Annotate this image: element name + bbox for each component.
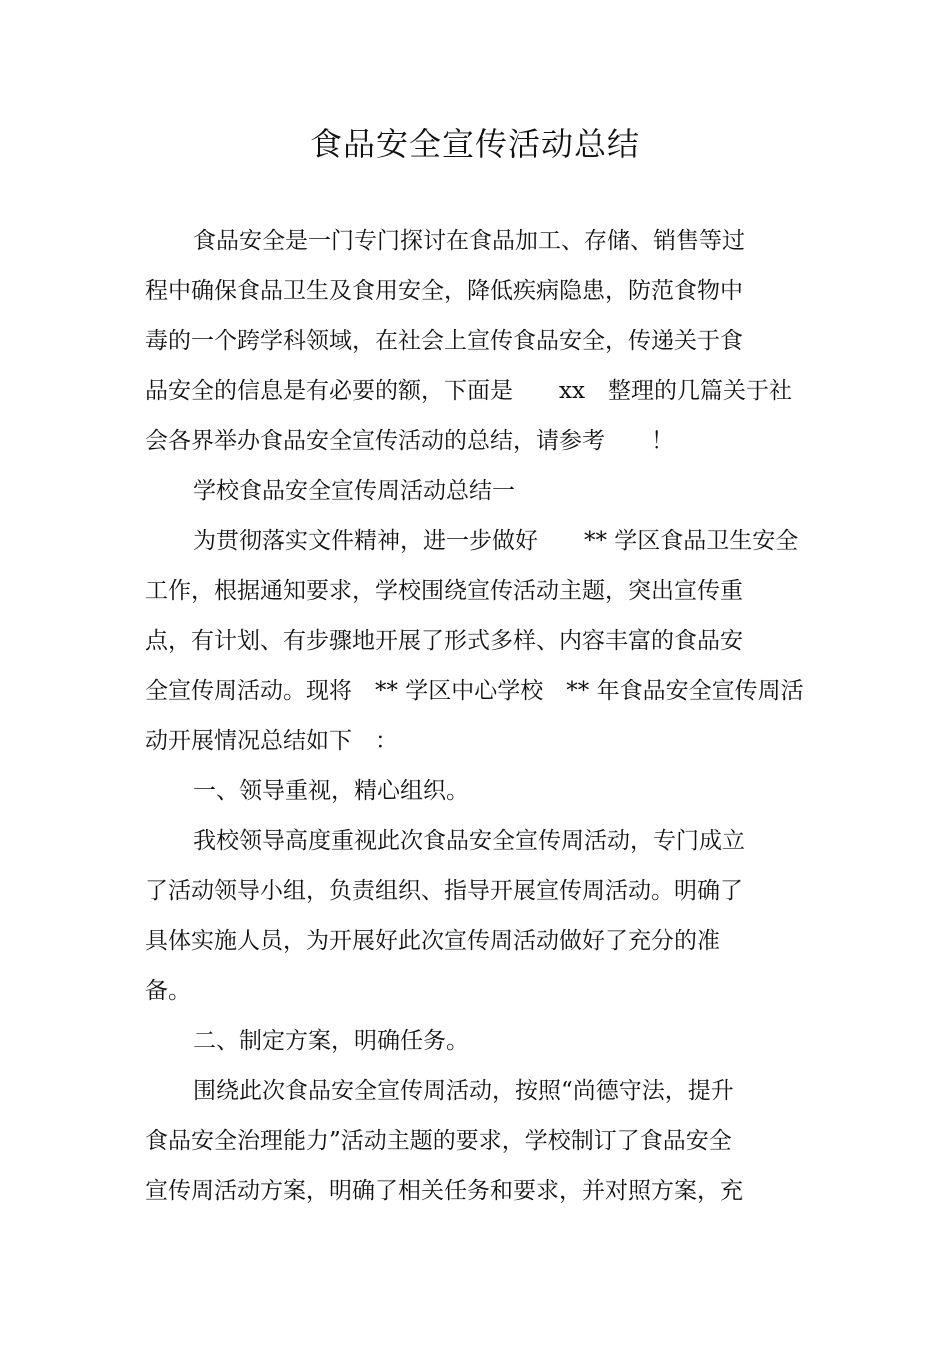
paragraph-line: 点，有计划、有步骤地开展了形式多样、内容丰富的食品安 [145,628,743,654]
paragraph-line: 我校领导高度重视此次食品安全宣传周活动，专门成立 [193,828,745,854]
paragraph-line: 程中确保食品卫生及食用安全，降低疾病隐患，防范食物中 [145,278,743,304]
paragraph-line: 具体实施人员，为开展好此次宣传周活动做好了充分的准 [145,928,720,954]
paragraph-line: 宣传周活动方案，明确了相关任务和要求，并对照方案，充 [145,1178,743,1204]
paragraph-line: 为贯彻落实文件精神，进一步做好 ** 学区食品卫生安全 [193,528,799,554]
paragraph-line: 食品安全是一门专门探讨在食品加工、存储、销售等过 [193,228,745,254]
paragraph-line: 品安全的信息是有必要的额，下面是 xx 整理的几篇关于社 [145,378,792,404]
paragraph-line: 食品安全治理能力”活动主题的要求，学校制订了食品安全 [145,1128,732,1154]
paragraph-line: 全宣传周活动。现将 ** 学区中心学校 ** 年食品安全宣传周活 [145,678,804,704]
paragraph-line: 围绕此次食品安全宣传周活动，按照“尚德守法，提升 [193,1078,734,1104]
paragraph-line: 工作，根据通知要求，学校围绕宣传活动主题，突出宣传重 [145,578,743,604]
section-heading: 二、制定方案，明确任务。 [193,1028,469,1054]
section-heading: 学校食品安全宣传周活动总结一 [193,478,515,504]
paragraph-line: 会各界举办食品安全宣传活动的总结，请参考 ！ [145,428,674,454]
paragraph-line: 备。 [145,978,191,1004]
section-heading: 一、领导重视，精心组织。 [193,778,469,804]
paragraph-line: 了活动领导小组，负责组织、指导开展宣传周活动。明确了 [145,878,743,904]
paragraph-line: 毒的一个跨学科领域，在社会上宣传食品安全，传递关于食 [145,328,743,354]
paragraph-line: 动开展情况总结如下 ： [145,728,398,754]
document-title: 食品安全宣传活动总结 [309,125,640,163]
